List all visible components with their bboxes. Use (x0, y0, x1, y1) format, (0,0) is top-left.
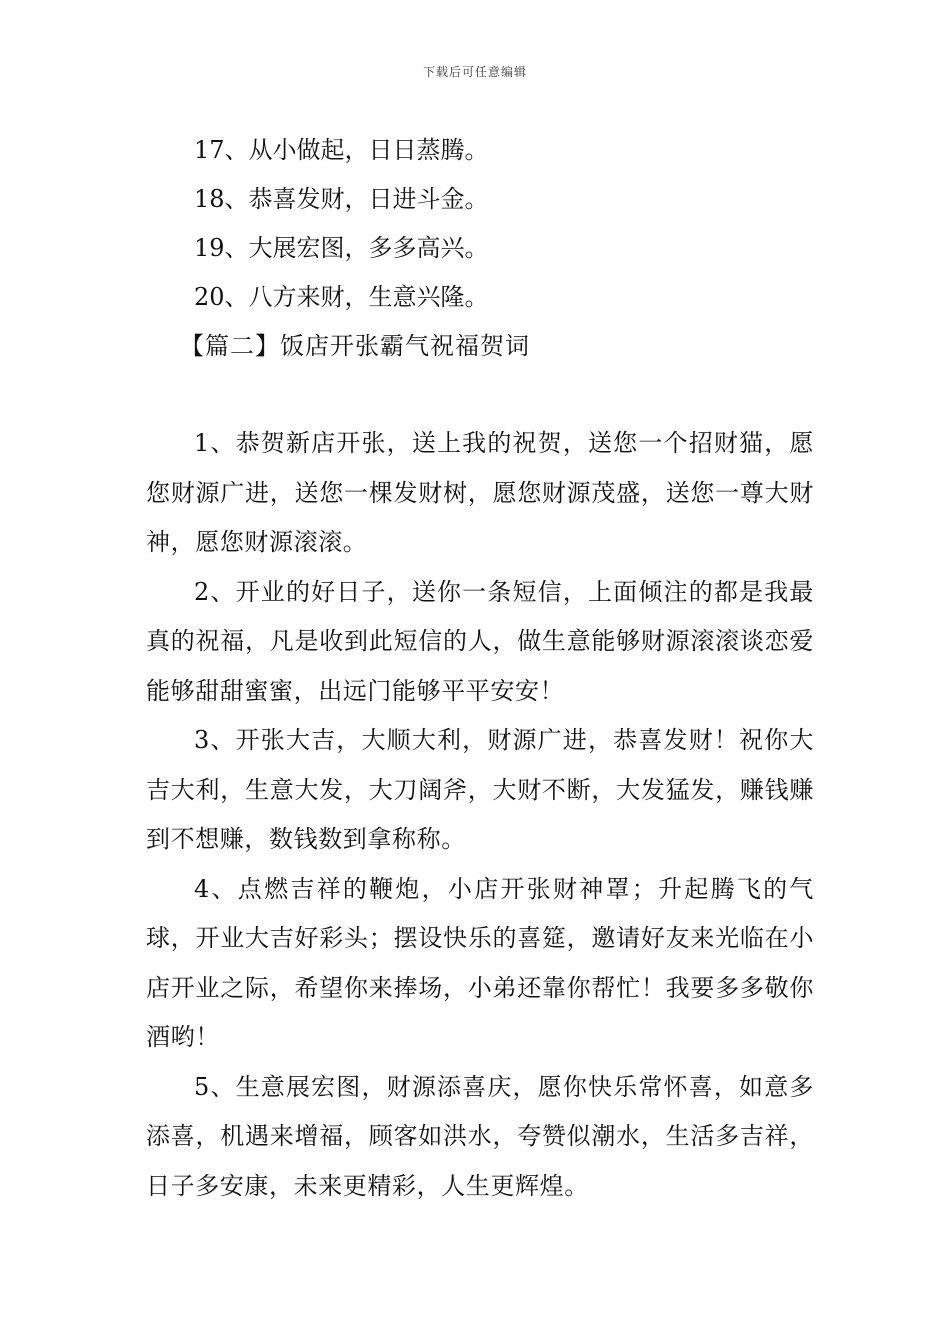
document-body (146, 126, 814, 1211)
list-item: 20、八方来财，生意兴隆。 (194, 283, 489, 311)
section-title: 【篇二】饭店开张霸气祝福贺词 (180, 332, 530, 360)
list-item: 19、大展宏图，多多高兴。 (194, 234, 489, 262)
list-item: 17、从小做起，日日蒸腾。 (194, 136, 489, 164)
paragraph: 2、开业的好日子，送你一条短信，上面倾注的都是我最真的祝福，凡是收到此短信的人，做生意能够财源滚滚谈恋爱能够甜甜蜜蜜，出远门能够平平安安！ (146, 577, 814, 705)
list-item: 18、恭喜发财，日进斗金。 (194, 185, 489, 213)
blank-line (146, 371, 814, 419)
paragraph: 5、生意展宏图，财源添喜庆，愿你快乐常怀喜，如意多添喜，机遇来增福，顾客如洪水，夸赞似潮水，生活多吉祥，日子多安康，未来更精彩，人生更辉煌。 (146, 1072, 814, 1200)
paragraph: 4、点燃吉祥的鞭炮，小店开张财神罩；升起腾飞的气球，开业大吉好彩头；摆设快乐的喜筵，邀请好友来光临在小店开业之际，希望你来捧场，小弟还靠你帮忙！我要多多敬你酒哟！ (146, 874, 814, 1051)
paragraph: 1、恭贺新店开张，送上我的祝贺，送您一个招财猫，愿您财源广进，送您一棵发财树，愿您财源茂盛，送您一尊大财神，愿您财源滚滚。 (146, 429, 814, 556)
paragraph: 3、开张大吉，大顺大利，财源广进，恭喜发财！祝你大吉大利，生意大发，大刀阔斧，大财不断，大发猛发，赚钱赚到不想赚，数钱数到拿称称。 (146, 726, 814, 853)
header-note: 下载后可任意编辑 (422, 65, 527, 79)
